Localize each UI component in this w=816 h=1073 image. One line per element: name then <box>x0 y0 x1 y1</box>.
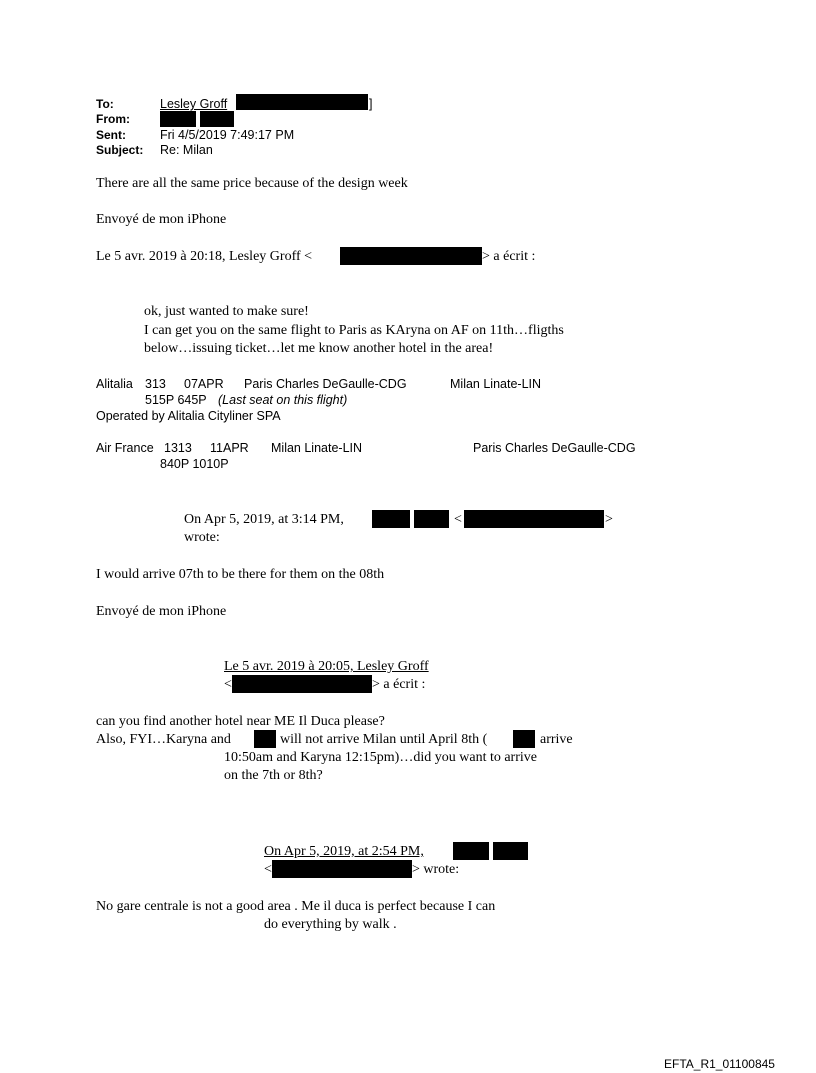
flight-times: 515P 645P <box>145 393 207 407</box>
message-line: do everything by walk . <box>264 917 397 932</box>
quote-lt: < <box>264 862 272 877</box>
document-id: EFTA_R1_01100845 <box>664 1057 775 1071</box>
subject-label: Subject: <box>96 143 144 157</box>
message-line: No gare centrale is not a good area . Me il duca is perfect because I can <box>96 899 496 914</box>
flight-date: 11APR <box>210 441 249 455</box>
flight-operated: Operated by Alitalia Cityliner SPA <box>96 409 281 423</box>
redaction-box <box>464 510 604 528</box>
quote-wrote: wrote: <box>184 530 220 545</box>
quote-header-suffix: > a écrit : <box>482 249 536 264</box>
sent-label: Sent: <box>96 128 126 142</box>
flight-number: 1313 <box>164 441 192 455</box>
flight-airline: Alitalia <box>96 377 133 391</box>
quote-header: On Apr 5, 2019, at 3:14 PM, <box>184 512 344 527</box>
quote-lt: < <box>224 677 232 692</box>
message-line: below…issuing ticket…let me know another hotel in the area! <box>144 341 494 356</box>
redaction-box <box>493 842 528 860</box>
to-bracket: ] <box>369 97 373 111</box>
message-line: Also, FYI…Karyna and <box>96 732 231 747</box>
redaction-box <box>200 111 234 127</box>
from-label: From: <box>96 112 130 126</box>
redaction-box <box>236 94 368 110</box>
redaction-box <box>232 675 372 693</box>
quote-lt: < <box>454 512 462 527</box>
quote-header-suffix: > a écrit : <box>372 677 426 692</box>
message-line: will not arrive Milan until April 8th ( <box>280 732 488 747</box>
redaction-box <box>453 842 489 860</box>
redaction-box <box>414 510 449 528</box>
redaction-box <box>340 247 482 265</box>
flight-airline: Air France <box>96 441 154 455</box>
to-name: Lesley Groff <box>160 97 228 111</box>
message-line: 10:50am and Karyna 12:15pm)…did you want to arrive <box>224 750 537 765</box>
quote-header-suffix: > wrote: <box>412 862 460 877</box>
body-line: There are all the same price because of the design week <box>96 176 408 191</box>
signature: Envoyé de mon iPhone <box>96 212 227 227</box>
quote-header: On Apr 5, 2019, at 2:54 PM, <box>264 844 424 859</box>
redaction-box <box>513 730 535 748</box>
flight-date: 07APR <box>184 377 224 391</box>
flight-origin: Milan Linate-LIN <box>271 441 363 455</box>
flight-origin: Paris Charles DeGaulle-CDG <box>244 377 407 391</box>
signature: Envoyé de mon iPhone <box>96 604 227 619</box>
flight-destination: Milan Linate-LIN <box>450 377 542 391</box>
message-line: arrive <box>540 732 573 747</box>
flight-times: 840P 1010P <box>160 457 229 471</box>
message-line: on the 7th or 8th? <box>224 768 323 783</box>
flight-note: (Last seat on this flight) <box>218 393 348 407</box>
to-label: To: <box>96 97 114 111</box>
sent-value: Fri 4/5/2019 7:49:17 PM <box>160 128 295 142</box>
flight-destination: Paris Charles DeGaulle-CDG <box>473 441 636 455</box>
flight-number: 313 <box>145 377 166 391</box>
redaction-box <box>372 510 410 528</box>
redaction-box <box>272 860 412 878</box>
message-line: ok, just wanted to make sure! <box>144 304 309 319</box>
subject-value: Re: Milan <box>160 143 213 157</box>
message-line: can you find another hotel near ME Il Duca please? <box>96 714 385 729</box>
quote-header: Le 5 avr. 2019 à 20:05, Lesley Groff <box>224 659 429 674</box>
redaction-box <box>160 111 196 127</box>
quote-header: Le 5 avr. 2019 à 20:18, Lesley Groff < <box>96 249 313 264</box>
redaction-box <box>254 730 276 748</box>
message-line: I can get you on the same flight to Paris as KAryna on AF on 11th…fligths <box>144 323 564 338</box>
body-line: I would arrive 07th to be there for them on the 08th <box>96 567 385 582</box>
quote-gt: > <box>605 512 613 527</box>
